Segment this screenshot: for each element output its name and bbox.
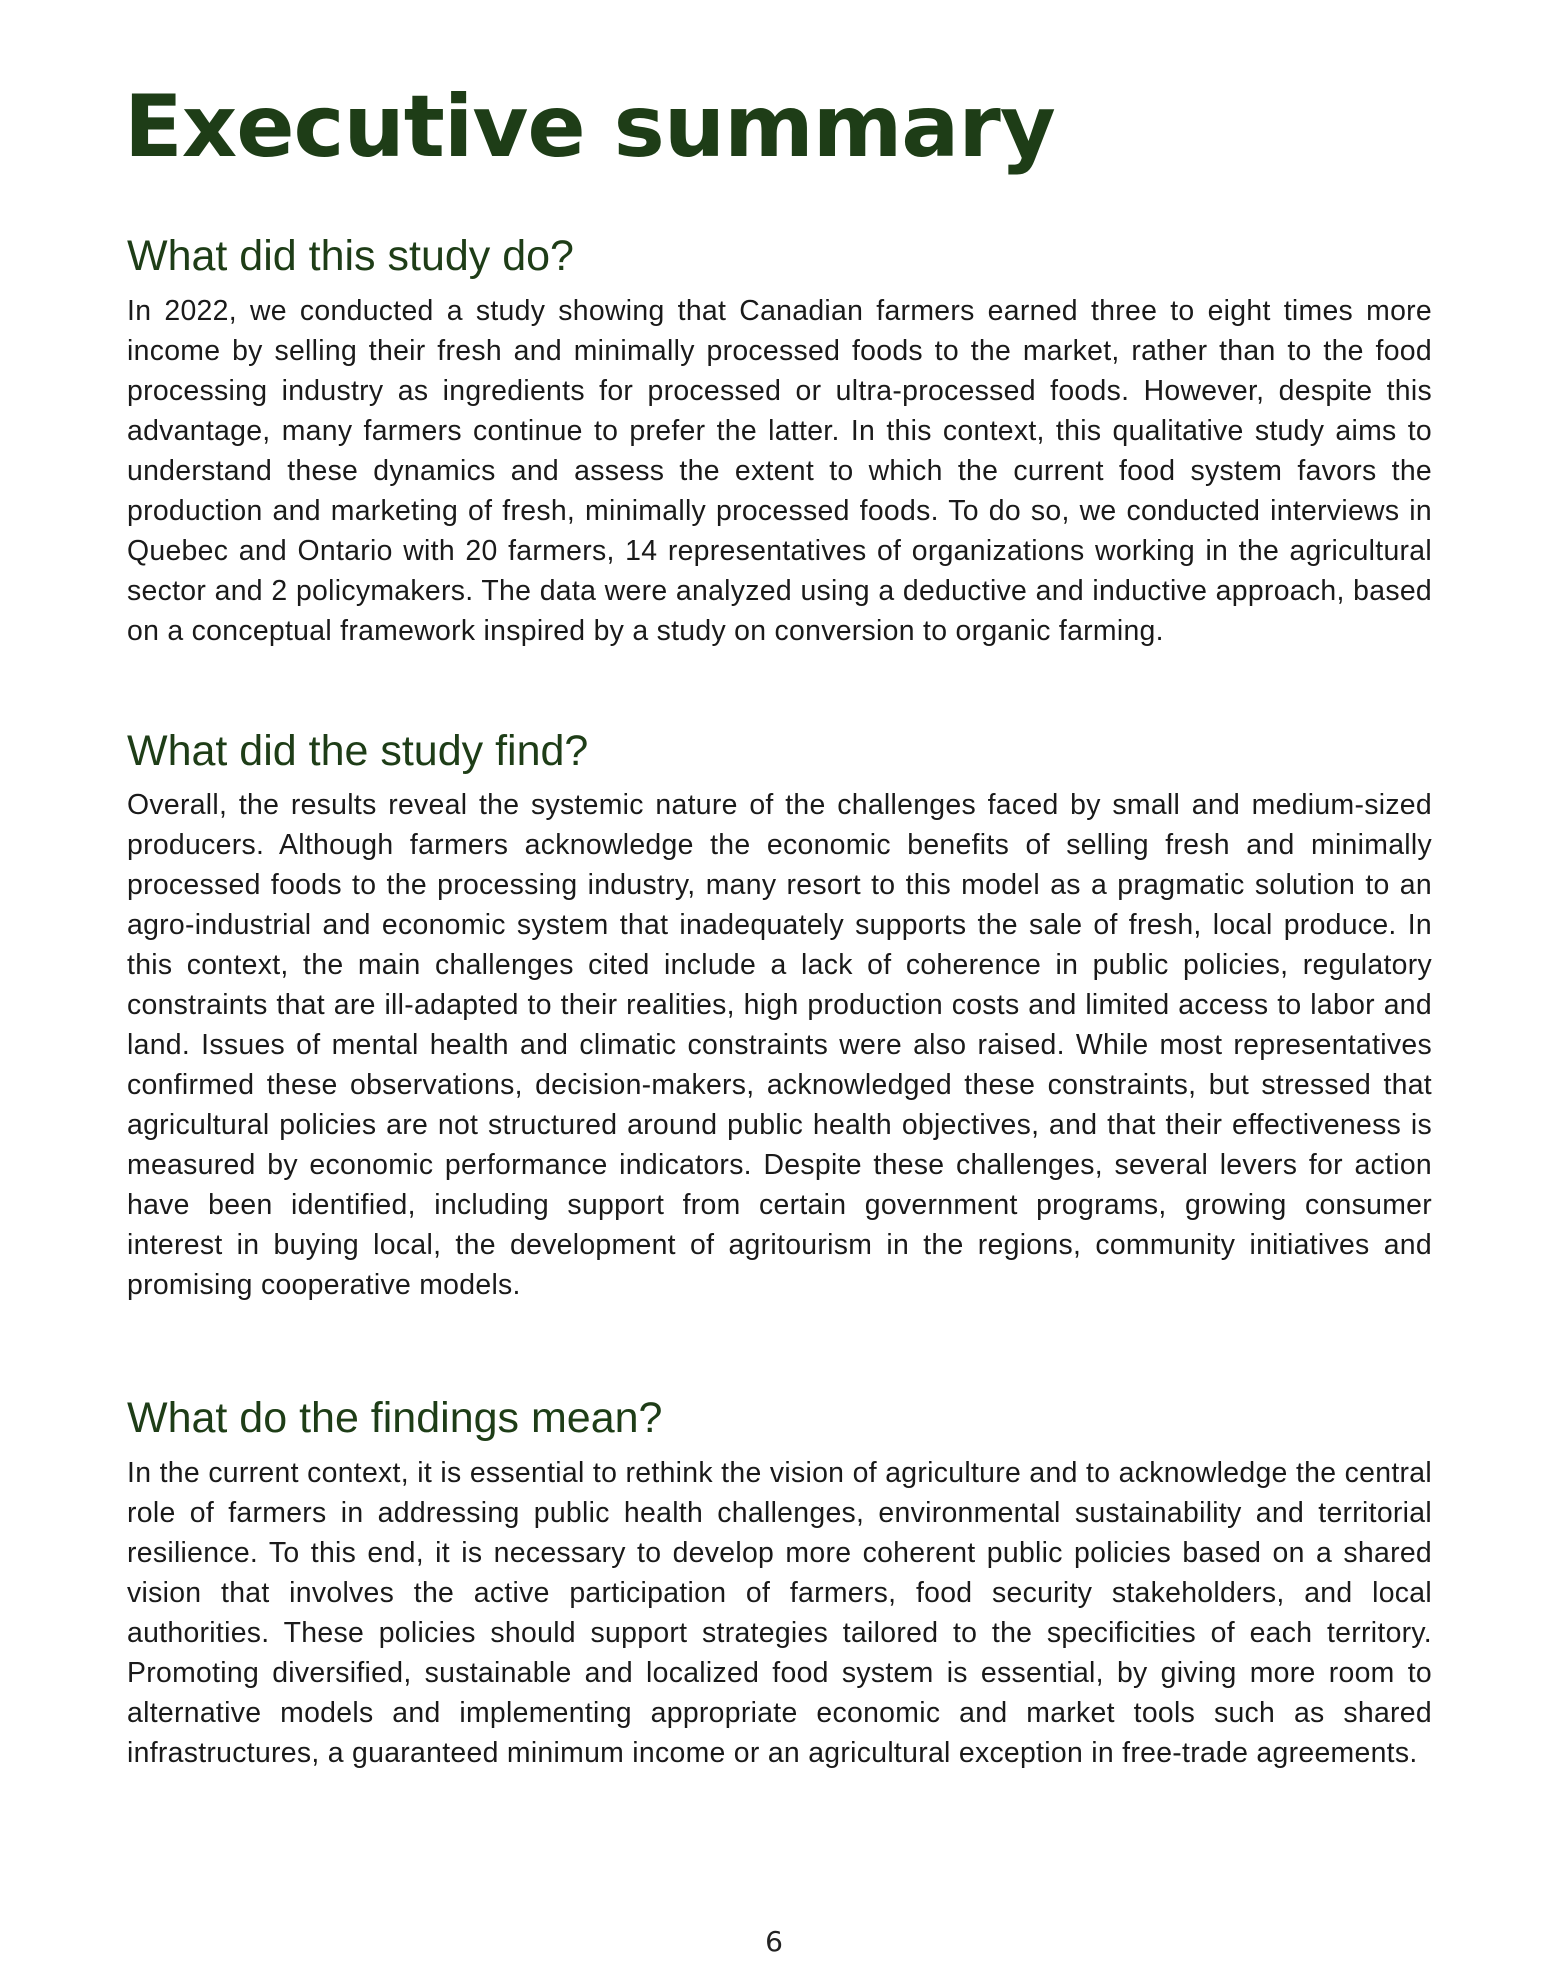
section-heading: What did this study do? <box>127 232 574 280</box>
page-number: 6 <box>765 1925 783 1958</box>
page-title: Executive summary <box>124 77 1055 177</box>
section-paragraph: Overall, the results reveal the systemic nature of the challenges faced by small and medium-sized producers. Although farmers acknowledge the economic benefits of selling fresh and minimally processed foods to the processing industry, many resort to this model as a pragmatic solution to an agro-industrial and economic system that inadequately supports the sale of fresh, local produce. In this context, the main challenges cited include a lack of coherence in public policies, regulatory constraints that are ill-adapted to their realities, high production costs and limited access to labor and land. Issues of mental health and climatic constraints were also raised. While most representatives confirmed these observations, decision-makers, acknowledged these constraints, but stressed that agricultural policies are not structured around public health objectives, and that their effectiveness is measured by economic performance indicators. Despite these challenges, several levers for action have been identified, including support from certain government programs, growing consumer interest in buying local, the development of agritourism in the regions, community initiatives and promising cooperative models. <box>127 789 1432 1301</box>
section-paragraph: In the current context, it is essential to rethink the vision of agriculture and to acknowledge the central role of farmers in addressing public health challenges, environmental sustainability and territorial resilience. To this end, it is necessary to develop more coherent public policies based on a shared vision that involves the active participation of farmers, food security stakeholders, and local authorities. These policies should support strategies tailored to the specificities of each territory. Promoting diversified, sustainable and localized food system is essential, by giving more room to alternative models and implementing appropriate economic and market tools such as shared infrastructures, a guaranteed minimum income or an agricultural exception in free-trade agreements. <box>127 1457 1432 1769</box>
section-heading: What do the findings mean? <box>127 1394 663 1442</box>
section-paragraph: In 2022, we conducted a study showing that Canadian farmers earned three to eight times more income by selling their fresh and minimally processed foods to the market, rather than to the food processing industry as ingredients for processed or ultra-processed foods. However, despite this advantage, many farmers continue to prefer the latter. In this context, this qualitative study aims to understand these dynamics and assess the extent to which the current food system favors the production and marketing of fresh, minimally processed foods. To do so, we conducted interviews in Quebec and Ontario with 20 farmers, 14 representatives of organizations working in the agricultural sector and 2 policymakers. The data were analyzed using a deductive and inductive approach, based on a conceptual framework inspired by a study on conversion to organic farming. <box>127 295 1432 647</box>
section-heading: What did the study find? <box>127 727 589 775</box>
